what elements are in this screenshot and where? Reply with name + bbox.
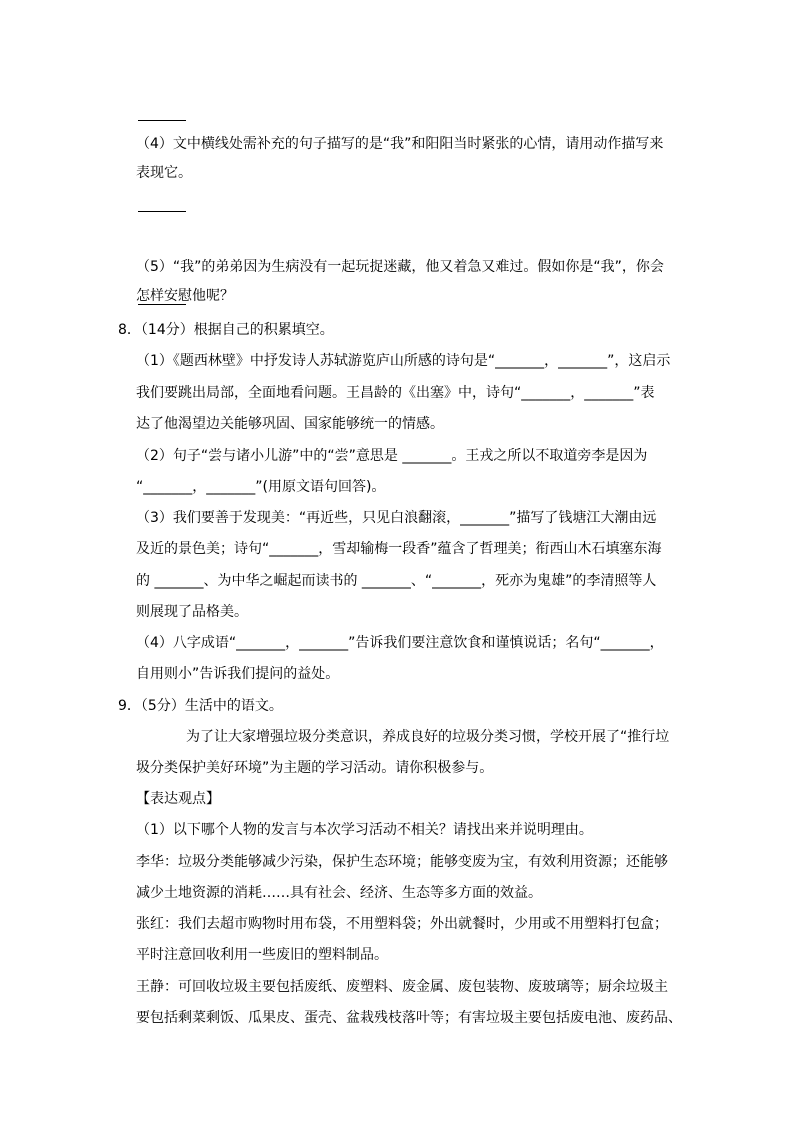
question-8-1-line-1: （1）《题西林壁》中抒发诗人苏轼游览庐山所感的诗句是“_______，_______”，这启示 xyxy=(136,353,671,369)
question-9-1-prompt: （1）以下哪个人物的发言与本次学习活动不相关？请找出来并说明理由。 xyxy=(136,822,593,838)
question-7-4-line-2: 表现它。 xyxy=(136,165,192,181)
question-8-3-line-4: 则展现了品格美。 xyxy=(136,604,248,620)
question-8-1-line-3: 达了他渴望边关能够巩固、国家能够统一的情感。 xyxy=(136,416,444,432)
speaker-wangjing-line-2: 要包括剩菜剩饭、瓜果皮、蛋壳、盆栽残枝落叶等；有害垃圾主要包括废电池、废药品、 xyxy=(136,1010,682,1026)
section-heading-express-views: 【表达观点】 xyxy=(136,791,220,807)
question-8-heading: 8．（14分）根据自己的积累填空。 xyxy=(118,322,334,338)
speaker-lihua-line-2: 减少土地资源的消耗……具有社会、经济、生态等多方面的效益。 xyxy=(136,885,542,901)
question-8-4-line-2: 自用则小”告诉我们提问的益处。 xyxy=(136,666,340,682)
answer-blank-line xyxy=(138,120,186,121)
answer-blank-line xyxy=(138,304,186,305)
question-8-3-line-1: （3）我们要善于发现美：“再近些，只见白浪翻滚，_______”描写了钱塘江大潮由远 xyxy=(136,510,657,526)
question-7-4-line-1: （4）文中横线处需补充的句子描写的是“我”和阳阳当时紧张的心情，请用动作描写来 xyxy=(136,136,664,152)
speaker-zhanghong-line-1: 张红：我们去超市购物时用布袋，不用塑料袋；外出就餐时，少用或不用塑料打包盒； xyxy=(136,916,668,932)
question-9-intro-line-1: 为了让大家增强垃圾分类意识，养成良好的垃圾分类习惯，学校开展了“推行垃 xyxy=(186,729,670,745)
speaker-lihua-line-1: 李华：垃圾分类能够减少污染，保护生态环境；能够变废为宝，有效利用资源；还能够 xyxy=(136,854,668,870)
question-9-intro-line-2: 圾分类保护美好环境”为主题的学习活动。请你积极参与。 xyxy=(136,760,494,776)
speaker-wangjing-line-1: 王静：可回收垃圾主要包括废纸、废塑料、废金属、废包装物、废玻璃等；厨余垃圾主 xyxy=(136,979,668,995)
question-7-5-line-2: 怎样安慰他呢？ xyxy=(136,288,234,304)
question-8-4-line-1: （4）八字成语“_______，_______”告诉我们要注意饮食和谨慎说话；名句“_______， xyxy=(136,635,664,651)
answer-blank-line xyxy=(138,211,186,212)
question-7-5-line-1: （5）“我”的弟弟因为生病没有一起玩捉迷藏，他又着急又难过。假如你是“我”，你会 xyxy=(136,259,664,275)
question-9-heading: 9．（5分）生活中的语文。 xyxy=(118,698,283,714)
question-8-3-line-2: 及近的景色美；诗句“_______，雪却输梅一段香”蕴含了哲理美；衔西山木石填塞东海 xyxy=(136,541,662,557)
question-8-1-line-2: 我们要跳出局部，全面地看问题。王昌龄的《出塞》中，诗句“_______，_______”表 xyxy=(136,385,655,401)
question-8-2-line-2: “_______，_______”(用原文语句回答)。 xyxy=(136,479,386,495)
question-8-2-line-1: （2）句子“尝与诸小儿游”中的“尝”意思是 _______。王戎之所以不取道旁李是因为 xyxy=(136,448,648,464)
question-8-3-line-3: 的 _______、为中华之崛起而读书的 _______、“_______，死亦为鬼雄”的李清照等人 xyxy=(136,573,657,589)
speaker-zhanghong-line-2: 平时注意回收利用一些废旧的塑料制品。 xyxy=(136,947,388,963)
